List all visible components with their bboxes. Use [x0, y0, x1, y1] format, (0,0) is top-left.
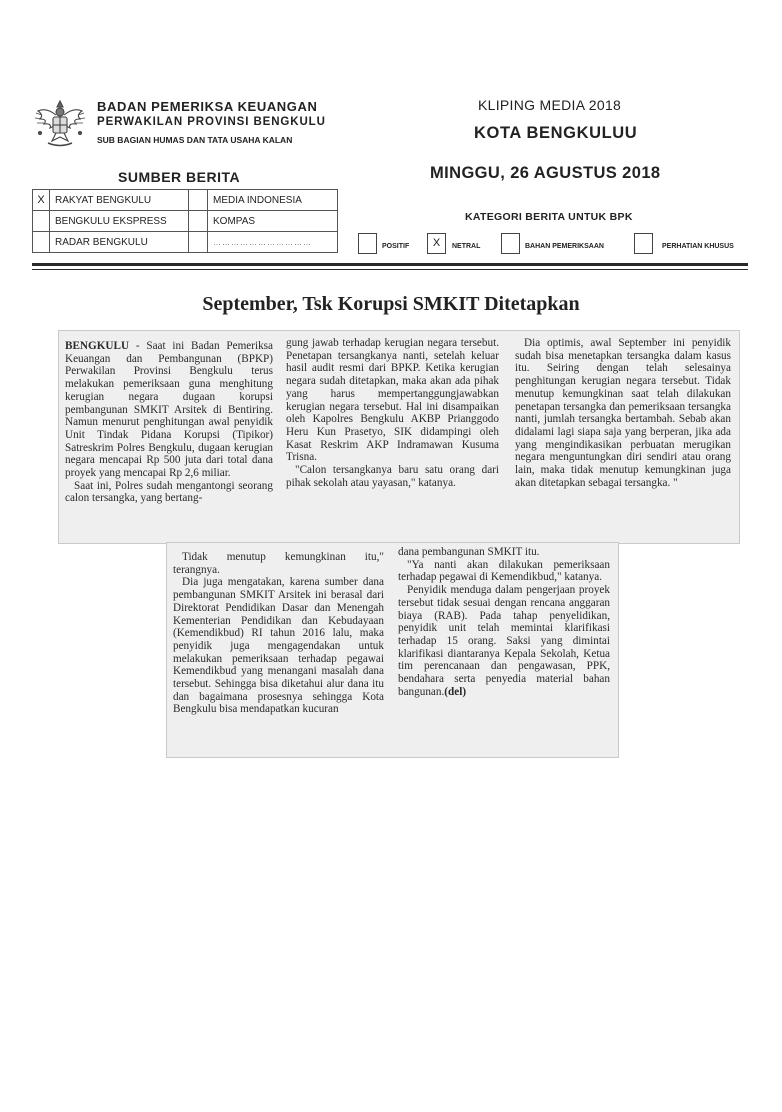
kliping-title: KLIPING MEDIA 2018: [478, 97, 622, 113]
kategori-checkbox-bahan[interactable]: [501, 233, 520, 254]
header-divider: [32, 263, 748, 266]
source-mark-empty: [189, 232, 208, 253]
source-mark: [33, 211, 50, 232]
article-headline: September, Tsk Korupsi SMKIT Ditetapkan: [202, 293, 580, 315]
article-paragraph: "Calon tersangkanya baru satu orang dari pihak sekolah atau yayasan," katanya.: [286, 464, 499, 489]
source-name: RADAR BENGKULU: [50, 232, 189, 253]
article-dateline: BENGKULU: [65, 340, 130, 352]
kategori-title: KATEGORI BERITA UNTUK BPK: [465, 211, 633, 223]
source-name: MEDIA INDONESIA: [208, 190, 338, 211]
source-name: BENGKULU EKSPRESS: [50, 211, 189, 232]
kategori-label-positif: POSITIF: [382, 243, 410, 250]
kategori-checkbox-perhatian[interactable]: [634, 233, 653, 254]
article-column-3: [515, 337, 731, 489]
org-name: BADAN PEMERIKSA KEUANGAN: [97, 99, 318, 114]
source-name: KOMPAS: [208, 211, 338, 232]
article-paragraph: Penyidik menduga dalam pengerjaan proyek tersebut tidak sesuai dengan rencana anggaran biaya (RAB). Pada tahap penyelidikan, penyidik unit telah memintai klarifikasi terhadap 15 orang. Saksi yang dimintai klarifikasi diantaranya Kepala Sekolah, Ketua tim perencanaan dan pengawasan, PPK, bendahara serta penyedia material bahan bangunan.: [398, 584, 610, 698]
kategori-checkbox-positif[interactable]: [358, 233, 377, 254]
source-mark-empty: [189, 211, 208, 232]
source-table: [32, 189, 338, 253]
article-paragraph: Dia juga mengatakan, karena sumber dana pembangunan SMKIT Arsitek ini berasal dari Direktorat Pendidikan Dasar dan Menengah Kementerian Pendidikan dan Kebudayaan (Kemendikbud) RI tahun 2016 lalu, maka penyidik juga mengagendakan untuk melakukan pemeriksaan terhadap pegawai Kemendikbud yang menangani masalah dana tersebut. Sehingga bisa diketahui alur dana itu dan bagaimana prosesnya sehingga Kota Bengkulu bisa mendapatkan kucuran: [173, 576, 384, 716]
kategori-label-bahan: BAHAN PEMERIKSAAN: [525, 243, 604, 250]
org-branch: PERWAKILAN PROVINSI BENGKULU: [97, 116, 326, 128]
kategori-checkbox-netral[interactable]: X: [427, 233, 446, 254]
article-paragraph: dana pembangunan SMKIT itu.: [398, 546, 540, 558]
source-mark-empty: [189, 190, 208, 211]
article-clip-top: [58, 330, 740, 544]
source-row: [33, 232, 338, 253]
article-paragraph: Dia optimis, awal September ini penyidik sudah bisa menetapkan tersangka dalam kasus itu. Seiring dengan telah selesainya penghitungan kerugian negara tersebut. Tidak menutup kemungkinan saat telah dilakukan penetapan tersangka dan pemeriksaan tersangka nanti, jumlah tersangka bertambah. Sebab akan didalami lagi siapa saja yang berperan, jika ada yang mengindikasikan perbuatan merugikan negara menguntungkan diri sendiri atau orang lain, maka tidak menutup kemungkinan juga akan ditetapkan sebagai tersangka. ": [515, 337, 731, 489]
article-paragraph: Saat ini, Polres sudah mengantongi seorang calon tersangka, yang bertang-: [65, 479, 273, 505]
article-paragraph: "Ya nanti akan dilakukan pemeriksaan terhadap pegawai di Kemendikbud," katanya.: [398, 558, 610, 584]
header-divider-thin: [32, 269, 748, 270]
article-column-2: [286, 337, 499, 489]
date-title: MINGGU, 26 AGUSTUS 2018: [430, 164, 661, 182]
org-subdivision: SUB BAGIAN HUMAS DAN TATA USAHA KALAN: [97, 135, 293, 145]
article-clip-bottom: [166, 542, 619, 758]
source-mark: X: [33, 190, 50, 211]
source-name-blank: ……………………………: [208, 232, 338, 253]
article-byline: (del): [444, 685, 467, 698]
source-mark: [33, 232, 50, 253]
sumber-berita-title: SUMBER BERITA: [118, 169, 241, 185]
article-paragraph: gung jawab terhadap kerugian negara tersebut. Penetapan tersangkanya nanti, setelah keluar hasil audit resmi dari BPKP. Ketika kerugian negara sudah ditetapkan, maka akan ada pihak yang harus mempertanggungjawabkan kerugian negara tersebut. Hal ini disampaikan oleh Kapolres Bengkulu AKBP Prianggodo Heru Kun Prasetyo, SIK didampingi oleh Kasat Reskrim AKP Indramawan Kusuma Trisna.: [286, 337, 499, 464]
city-title: KOTA BENGKULUU: [474, 124, 638, 142]
kategori-label-netral: NETRAL: [452, 243, 481, 250]
kategori-label-perhatian: PERHATIAN KHUSUS: [662, 243, 734, 250]
source-row: [33, 211, 338, 232]
article-column-1: [65, 340, 273, 505]
article-column-4: [173, 551, 384, 716]
article-column-5: [398, 546, 610, 698]
garuda-emblem-icon: [30, 93, 90, 153]
article-paragraph: Tidak menutup kemungkinan itu," terangnya.: [173, 551, 384, 576]
article-paragraph: - Saat ini Badan Pemeriksa Keuangan dan Pembangunan (BPKP) Perwakilan Provinsi Bengkulu terus melakukan pemeriksaan guna menghitung kerugian negara dugaan korupsi pembangunan SMKIT Arsitek di Bentiring. Namun menurut penghitungan awal penyidik Unit Tindak Pidana Korupsi (Tipikor) Satreskrim Polres Bengkulu, dugaan kerugian negara mencapai Rp 500 juta dari total dana proyek yang mencapai Rp 2,6 miliar.: [65, 340, 273, 480]
source-row: [33, 190, 338, 211]
source-name: RAKYAT BENGKULU: [50, 190, 189, 211]
